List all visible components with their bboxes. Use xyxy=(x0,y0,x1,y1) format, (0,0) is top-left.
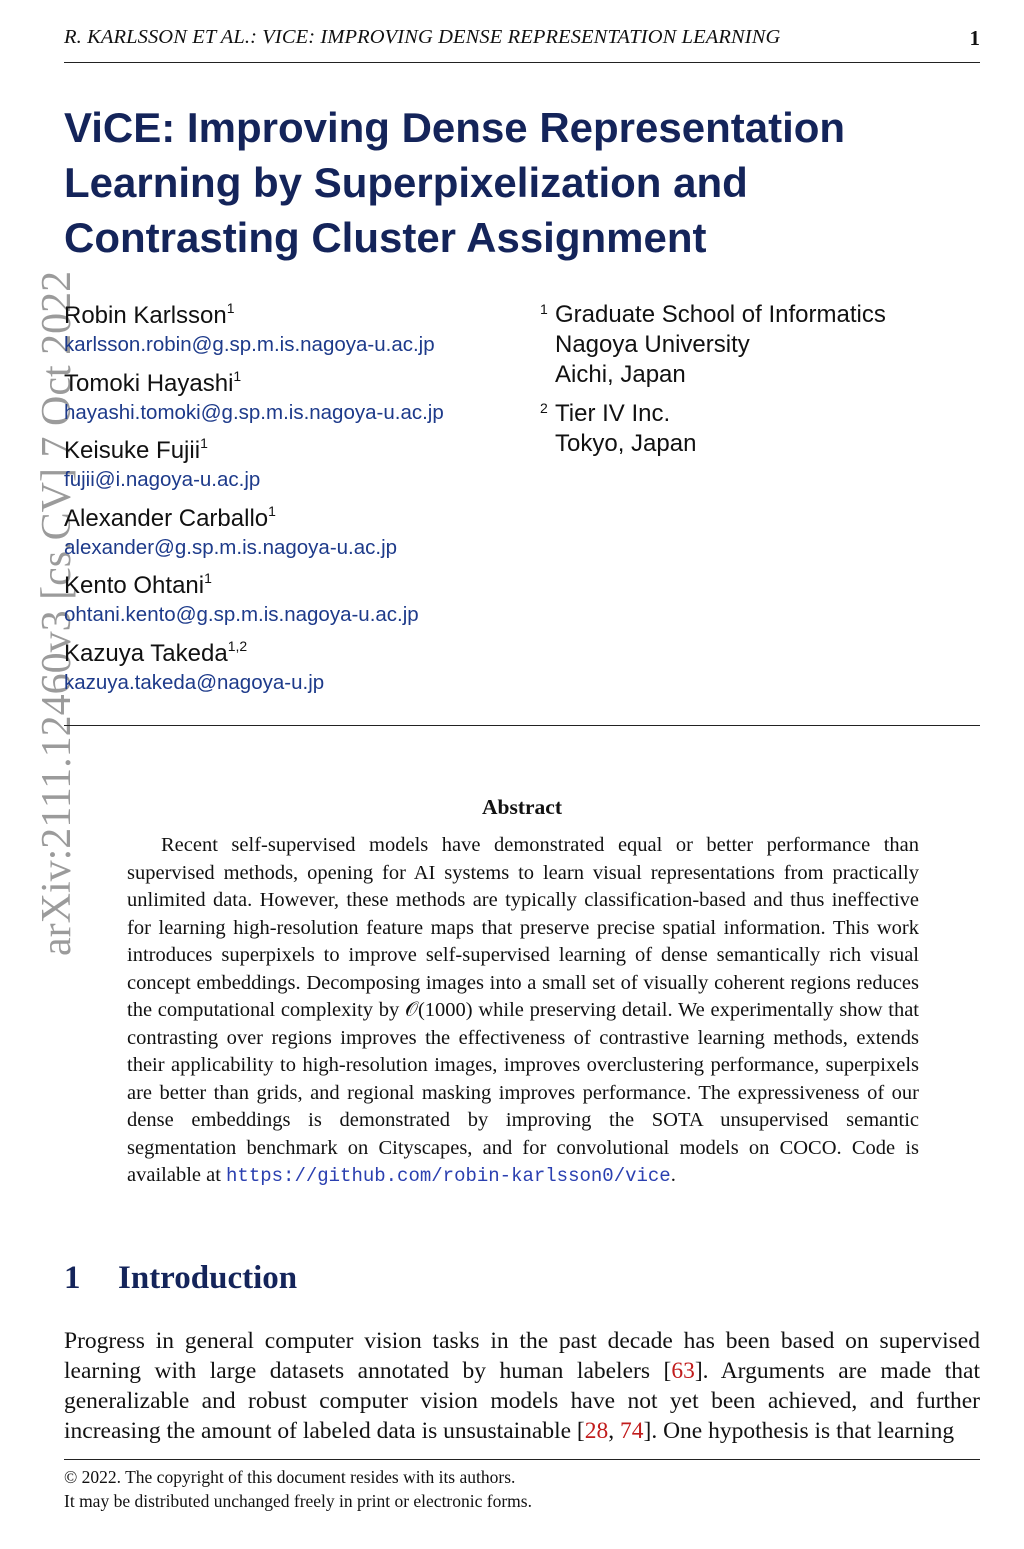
affiliation-line: Tier IV Inc. xyxy=(555,400,671,427)
citation-link[interactable]: 63 xyxy=(671,1358,695,1384)
copyright-footer xyxy=(64,1465,532,1513)
author-email-link[interactable]: ohtani.kento@g.sp.m.is.nagoya-u.ac.jp xyxy=(64,603,419,626)
code-link[interactable]: https://github.com/robin-karlsson0/vice xyxy=(226,1165,671,1187)
author-email-link[interactable]: kazuya.takeda@nagoya-u.jp xyxy=(64,670,325,694)
author-name: Tomoki Hayashi$^1$ xyxy=(64,367,242,397)
paper-title: ViCE: Improving Dense Representation Learning by Superpixelization and Contrasting Cluster Assignment xyxy=(64,104,846,261)
author-entry xyxy=(64,570,534,638)
page-number: 1 xyxy=(969,26,980,50)
author-entry xyxy=(64,503,534,571)
section-number: 1 xyxy=(64,1260,81,1296)
abstract-text: Recent self-supervised models have demonstrated equal or better performance than supervised methods, opening for AI systems to learn visual representations from practically unlimited data. However, these methods are typically classification-based and thus ineffective for learning high-resolution feature maps that preserve precise spatial information. This work introduces superpixels to improve self-supervised learning of dense semantically rich visual concept embeddings. Decomposing images into a small set of visually coherent regions reduces the computational complexity by 𝒪(1000) while preserving detail. We experimentally show that contrasting over regions improves the effectiveness of contrastive learning methods, extends their applicability to high-resolution images, improves overclustering performance, superpixels are better than grids, and regional masking improves performance. The expressiveness of our dense embeddings is demonstrated by improving the SOTA unsupervised semantic segmentation benchmark on Cityscapes, and for convolutional models on COCO. Code is available at https://github.com/robin-karlsson0/vice. xyxy=(127,834,919,1187)
author-name: Kazuya Takeda$^{1,2}$ xyxy=(64,637,248,667)
affiliation-marker: 2 xyxy=(540,400,548,416)
author-email-link[interactable]: fujii@i.nagoya-u.ac.jp xyxy=(64,468,261,491)
author-list xyxy=(64,300,534,705)
running-head-text: R. KARLSSON ET AL.: VICE: IMPROVING DENSE REPRESENTATION LEARNING xyxy=(64,26,781,48)
author-name: Keisuke Fujii$^1$ xyxy=(64,435,208,464)
affiliation-marker: 1 xyxy=(540,301,548,317)
introduction-paragraph: Progress in general computer vision tasks in the past decade has been based on supervised learning with large datasets annotated by human labelers [63]. Arguments are made that generalizable and robust computer vision models have not yet been achieved, and further increasing the amount of labeled data is unsustainable [28, 74]. One hypothesis is that learning xyxy=(64,1328,980,1444)
affiliation-entry xyxy=(540,300,960,390)
abstract-heading: Abstract xyxy=(481,795,562,819)
running-head xyxy=(64,26,980,54)
affiliation-list xyxy=(540,300,960,468)
author-email-link[interactable]: alexander@g.sp.m.is.nagoya-u.ac.jp xyxy=(64,535,398,559)
header-rule xyxy=(64,62,980,63)
author-entry xyxy=(64,435,534,503)
footer-rule xyxy=(64,1459,980,1460)
author-section-rule xyxy=(64,725,980,726)
affiliation-entry xyxy=(540,399,960,459)
footer-line: It may be distributed unchanged freely in print or electronic forms. xyxy=(64,1491,532,1511)
author-email-link[interactable]: hayashi.tomoki@g.sp.m.is.nagoya-u.ac.jp xyxy=(64,400,444,424)
affiliation-line: Nagoya University xyxy=(555,331,750,358)
citation-link[interactable]: 74 xyxy=(620,1418,644,1444)
author-email-link[interactable]: karlsson.robin@g.sp.m.is.nagoya-u.ac.jp xyxy=(64,333,435,356)
author-name: Alexander Carballo$^1$ xyxy=(64,502,276,532)
affiliation-line: Tokyo, Japan xyxy=(555,430,697,457)
footer-line: © 2022. The copyright of this document resides with its authors. xyxy=(64,1467,516,1487)
section-heading xyxy=(64,1260,297,1297)
author-name: Robin Karlsson$^1$ xyxy=(64,300,235,329)
author-name: Kento Ohtani$^1$ xyxy=(64,570,212,599)
author-entry xyxy=(64,300,534,368)
author-entry xyxy=(64,638,534,706)
arxiv-stamp: arXiv:2111.12460v3 [cs.CV] 7 Oct 2022 xyxy=(34,270,80,956)
author-entry xyxy=(64,368,534,436)
affiliation-line: Aichi, Japan xyxy=(555,361,686,388)
citation-link[interactable]: 28 xyxy=(584,1418,609,1444)
section-title: Introduction xyxy=(118,1260,298,1296)
affiliation-line: Graduate School of Informatics xyxy=(555,301,886,328)
